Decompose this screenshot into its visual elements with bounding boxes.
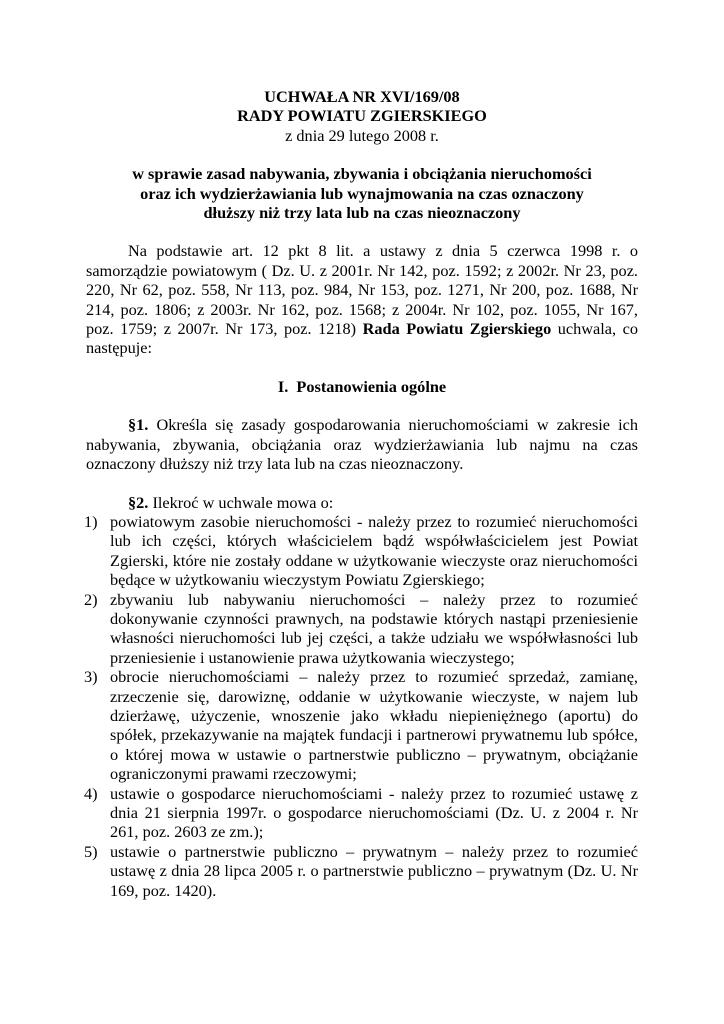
definitions-list: [86, 512, 638, 900]
list-item-number: 2): [84, 589, 98, 609]
section-number: I.: [277, 376, 289, 396]
list-item-number: 4): [84, 783, 98, 803]
subject-line-2: oraz ich wydzierżawiania lub wynajmowania na czas oznaczony: [140, 183, 584, 203]
preamble-council: Rada Powiatu Zgierskiego: [362, 319, 552, 339]
list-item-number: 1): [84, 511, 98, 531]
list-item-text: obrocie nieruchomościami – należy przez to rozumieć sprzedaż, zamianę, zrzeczenie się, darowiznę, oddanie w użytkowanie wieczyste, w najem lub dzierżawę, użyczenie, wnoszenie jako wkładu niepieniężnego (aportu) do spółek, przekazywanie na majątek fundacji i partnerowi prywatnemu lub spółce, o której mowa w ustawie o partnerstwie publiczno – prywatnym, obciążanie ograniczonymi prawami rzeczowymi;: [110, 667, 638, 784]
paragraph-1: [86, 415, 638, 473]
paragraph-2-intro: Ilekroć w uchwale mowa o:: [152, 492, 334, 512]
section-title: Postanowienia ogólne: [296, 376, 447, 396]
paragraph-2: [86, 493, 638, 512]
council-name: RADY POWIATU ZGIERSKIEGO: [237, 106, 487, 126]
list-item-text: zbywaniu lub nabywaniu nieruchomości – należy przez to rozumieć dokonywanie czynności prawnych, na podstawie których nastąpi przeniesienie własności nieruchomości lub jej części, a także udziału we współwłasności lub przeniesienie i ustanowienie prawa użytkowania wieczystego;: [110, 589, 638, 667]
list-item: [86, 590, 638, 668]
list-item-number: 5): [84, 841, 98, 861]
preamble-text: Na podstawie art. 12 pkt 8 lit. a ustawy z dnia 5 czerwca 1998 r. o samorządzie powiatowym ( Dz. U. z 2001r. Nr 142, poz. 1592; z 2002r. Nr 23, poz. 220, Nr 62, poz. 558, Nr 113, poz. 984, Nr 153, poz. 1271, Nr 200, poz. 1688, Nr 214, poz. 1806; z 2003r. Nr 162, poz. 1568; z 2004r. Nr 102, poz. 1055, Nr 167, poz. 1759; z 2007r. Nr 173, poz. 1218): [86, 241, 638, 339]
list-item-text: powiatowym zasobie nieruchomości - należy przez to rozumieć nieruchomości lub ich części, których właścicielem bądź współwłaścicielem jest Powiat Zgierski, które nie zostały oddane w użytkowanie wieczyste oraz nieruchomości będące w użytkowaniu wieczystym Powiatu Zgierskiego;: [110, 511, 638, 590]
resolution-subject: [86, 164, 638, 222]
list-item-text: ustawie o partnerstwie publiczno – prywatnym – należy przez to rozumieć ustawę z dnia 28 lipca 2005 r. o partnerstwie publiczno – prywatnym (Dz. U. Nr 169, poz. 1420).: [110, 841, 638, 900]
legal-basis-preamble: [86, 241, 638, 357]
paragraph-1-text: Określa się zasady gospodarowania nieruchomościami w zakresie ich nabywania, zbywania, obciążania oraz wydzierżawiania lub najmu na czas oznaczony dłuższy niż trzy lata lub na czas nieoznaczony.: [86, 415, 638, 474]
subject-line-3: dłuższy niż trzy lata lub na czas nieoznaczony: [203, 203, 521, 223]
list-item: [86, 667, 638, 783]
paragraph-2-mark: §2.: [128, 492, 149, 512]
resolution-header: [86, 87, 638, 145]
list-item: [86, 512, 638, 590]
list-item: [86, 842, 638, 900]
resolution-date: z dnia 29 lutego 2008 r.: [285, 125, 439, 145]
paragraph-1-mark: §1.: [128, 415, 149, 435]
resolution-number: UCHWAŁA NR XVI/169/08: [264, 87, 460, 106]
document-body: [86, 87, 638, 900]
subject-line-1: w sprawie zasad nabywania, zbywania i obciążania nieruchomości: [132, 164, 592, 184]
preamble-end: uchwala, co następuje:: [86, 319, 638, 358]
list-item-number: 3): [84, 667, 98, 687]
section-heading: [86, 377, 638, 396]
list-item: [86, 784, 638, 842]
list-item-text: ustawie o gospodarce nieruchomościami - należy przez to rozumieć ustawę z dnia 21 sierpnia 1997r. o gospodarce nieruchomościami (Dz. U. z 2004 r. Nr 261, poz. 2603 ze zm.);: [110, 783, 638, 842]
